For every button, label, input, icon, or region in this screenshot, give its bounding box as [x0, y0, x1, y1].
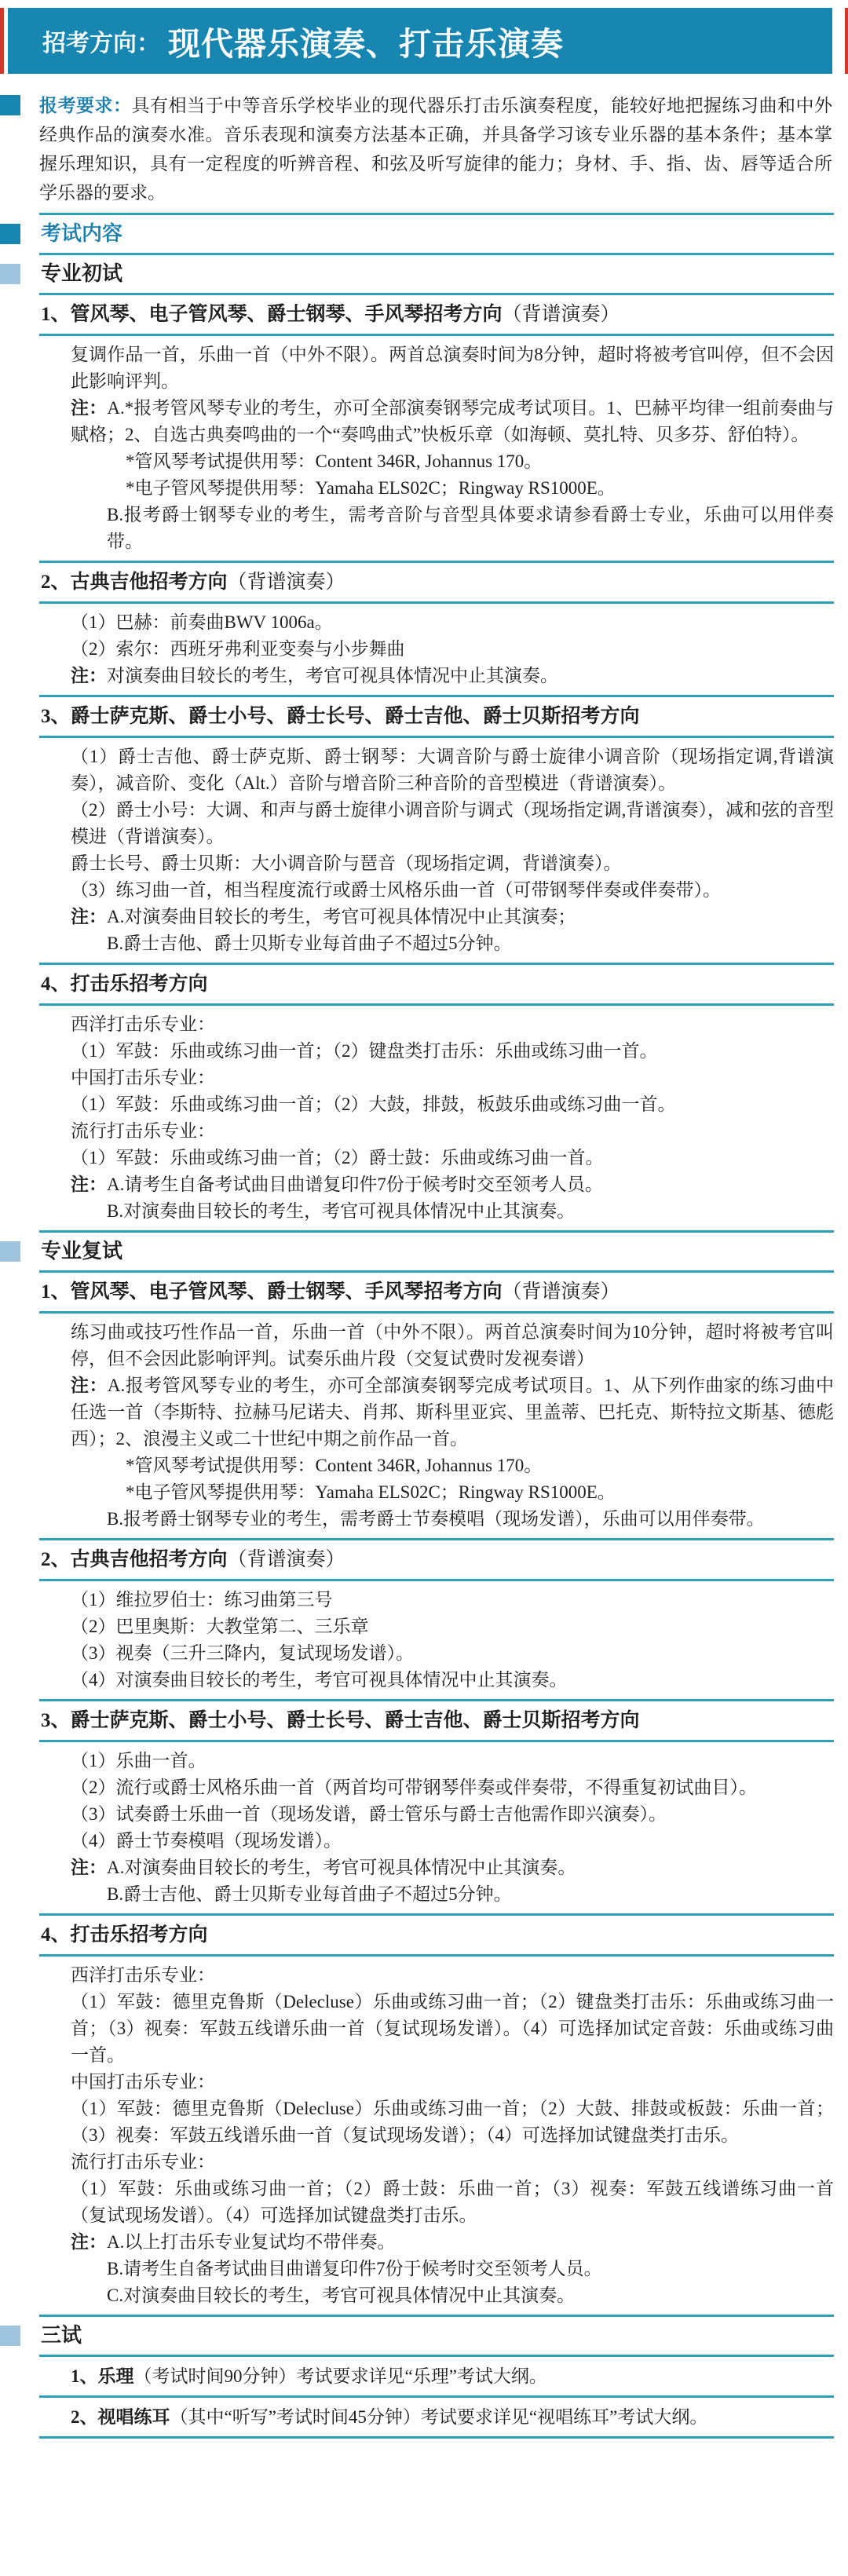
- line-bold-prefix: 2、视唱练耳: [71, 2407, 170, 2427]
- application-requirements: [0, 91, 848, 207]
- divider: [39, 1740, 834, 1742]
- exam-stages: [0, 261, 848, 2439]
- content-line: [0, 1452, 848, 1479]
- light-blue-square-marker: [0, 2326, 20, 2346]
- divider: [39, 695, 834, 697]
- line-text: 中国打击乐专业：: [71, 2072, 215, 2092]
- line-text: C.对演奏曲目较长的考生，考官可视具体情况中止其演奏。: [107, 2286, 576, 2305]
- content-line: [0, 395, 848, 448]
- blue-square-marker: [0, 95, 20, 115]
- page-title-bar: [8, 8, 832, 74]
- page-title: 现代器乐演奏、打击乐演奏: [168, 25, 564, 62]
- section-title: 1、管风琴、电子管风琴、爵士钢琴、手风琴招考方向: [41, 1281, 503, 1303]
- line-text: （3）视奏（三升三降内，复试现场发谱）。: [71, 1643, 414, 1663]
- section-title-suffix: （背谱演奏）: [227, 1549, 345, 1570]
- divider: [39, 963, 834, 965]
- divider: [39, 1913, 834, 1916]
- content-line: [0, 1613, 848, 1640]
- line-text: （考试时间90分钟）考试要求详见“乐理”考试大纲。: [133, 2366, 547, 2386]
- content-line: [0, 797, 848, 850]
- line-text: （1）军鼓：乐曲或练习曲一首；（2）爵士鼓：乐曲或练习曲一首。: [71, 1148, 604, 1167]
- content-line: [0, 1506, 848, 1533]
- line-bold-prefix: 注：: [71, 1858, 107, 1877]
- content-line: [0, 1989, 848, 2069]
- line-text: （4）对演奏曲目较长的考生，考官可视具体情况中止其演奏。: [71, 1670, 568, 1690]
- section-title: 4、打击乐招考方向: [41, 974, 208, 995]
- content-line: [0, 2176, 848, 2229]
- section-header: [0, 971, 848, 997]
- blue-square-marker: [0, 224, 20, 244]
- section-header: [0, 301, 848, 327]
- divider: [39, 561, 834, 563]
- section-header: [0, 1922, 848, 1948]
- content-line: [0, 1091, 848, 1118]
- line-text: *电子管风琴提供用琴：Yamaha ELS02C；Ringway RS1000E。: [126, 478, 616, 498]
- line-text: （3）试奏爵士乐曲一首（现场发谱，爵士管乐与爵士吉他需作即兴演奏）。: [71, 1804, 667, 1824]
- content-line: [0, 1774, 848, 1801]
- divider: [39, 2355, 834, 2357]
- divider: [39, 1003, 834, 1006]
- line-text: A.以上打击乐专业复试均不带伴奏。: [107, 2232, 396, 2252]
- exam-content-heading: 考试内容: [0, 221, 848, 247]
- divider: [39, 213, 834, 215]
- line-text: B.爵士吉他、爵士贝斯专业每首曲子不超过5分钟。: [107, 1884, 512, 1904]
- line-text: （2）流行或爵士风格乐曲一首（两首均可带钢琴伴奏或伴奏带，不得重复初试曲目）。: [71, 1778, 757, 1797]
- divider: [39, 334, 834, 336]
- line-bold-prefix: 注：: [71, 1175, 107, 1194]
- line-text: （2）爵士小号：大调、和声与爵士旋律小调音阶与调式（现场指定调,背谱演奏），减和弦的音型模进（背谱演奏）。: [71, 800, 834, 846]
- content-line: [0, 1801, 848, 1828]
- content-line: [0, 2149, 848, 2176]
- line-text: 中国打击乐专业：: [71, 1068, 215, 1087]
- divider: [39, 1954, 834, 1957]
- line-text: （1）军鼓：乐曲或练习曲一首；（2）爵士鼓：乐曲一首；（3）视奏：军鼓五线谱练习曲一首（复试现场发谱）。（4）可选择加试键盘类打击乐。: [71, 2179, 834, 2225]
- content-line: [0, 1065, 848, 1091]
- section-title: 2、古典吉他招考方向: [41, 572, 228, 593]
- line-text: 对演奏曲目较长的考生，考官可视具体情况中止其演奏。: [107, 666, 558, 685]
- divider: [39, 1270, 834, 1273]
- section-header: [0, 1279, 848, 1305]
- line-text: 西洋打击乐专业：: [71, 1965, 215, 1985]
- divider: [39, 293, 834, 295]
- content-line: [0, 2229, 848, 2256]
- section-title: 3、爵士萨克斯、爵士小号、爵士长号、爵士吉他、爵士贝斯招考方向: [41, 706, 640, 727]
- line-bold-prefix: 注：: [71, 907, 107, 926]
- content-line: [0, 1667, 848, 1694]
- content-line: [0, 475, 848, 502]
- line-text: B.请考生自备考试曲目曲谱复印件7份于候考时交至领考人员。: [107, 2259, 602, 2278]
- divider: [39, 1579, 834, 1581]
- content-line: [0, 930, 848, 957]
- line-text: （1）军鼓：乐曲或练习曲一首；（2）键盘类打击乐：乐曲或练习曲一首。: [71, 1041, 658, 1061]
- content-line: [0, 609, 848, 636]
- line-text: 爵士长号、爵士贝斯：大小调音阶与琶音（现场指定调，背谱演奏）。: [71, 853, 622, 873]
- divider: [39, 1699, 834, 1701]
- line-text: （1）维拉罗伯士：练习曲第三号: [71, 1590, 333, 1610]
- light-blue-square-marker: [0, 264, 20, 284]
- section-header: [0, 1547, 848, 1573]
- divider: [39, 2395, 834, 2398]
- content-line: [0, 1881, 848, 1908]
- line-bold-prefix: 注：: [71, 398, 108, 418]
- content-line: [0, 850, 848, 877]
- content-line: [0, 448, 848, 475]
- line-bold-prefix: 注：: [71, 1376, 108, 1395]
- line-text: （1）军鼓：乐曲或练习曲一首；（2）大鼓，排鼓，板鼓乐曲或练习曲一首。: [71, 1094, 676, 1114]
- section-header: [0, 703, 848, 729]
- content-line: [0, 877, 848, 904]
- content-line: [0, 1748, 848, 1774]
- content-line: [0, 2096, 848, 2149]
- content-line: [0, 744, 848, 797]
- content-line: [0, 1640, 848, 1667]
- red-edge-strip-left: [0, 8, 4, 74]
- section-title-suffix: （背谱演奏）: [502, 304, 620, 325]
- line-text: A.对演奏曲目较长的考生，考官可视具体情况中止其演奏。: [107, 1858, 576, 1877]
- stage-heading-label: 专业初试: [41, 262, 123, 285]
- divider: [39, 736, 834, 738]
- red-edge-strip-right: [845, 8, 848, 74]
- line-text: （2）巴里奥斯：大教堂第二、三乐章: [71, 1617, 369, 1636]
- content-line: [0, 1171, 848, 1198]
- line-text: （1）巴赫：前奏曲BWV 1006a。: [71, 612, 333, 632]
- section-title-suffix: （背谱演奏）: [502, 1281, 620, 1303]
- content-line: [0, 1145, 848, 1171]
- divider: [39, 1230, 834, 1233]
- line-text: （其中“听写”考试时间45分钟）考试要求详见“视唱练耳”考试大纲。: [170, 2407, 708, 2427]
- stage-heading: [0, 1238, 848, 1265]
- page-title-prefix: 招考方向：: [42, 31, 160, 57]
- content-line: [0, 1587, 848, 1613]
- content-line: [0, 2256, 848, 2282]
- content-line: [0, 2282, 848, 2309]
- line-text: A.对演奏曲目较长的考生，考官可视具体情况中止其演奏；: [107, 907, 576, 926]
- light-blue-square-marker: [0, 1241, 20, 1262]
- divider: [39, 601, 834, 604]
- content-line: [0, 1038, 848, 1065]
- line-text: *管风琴考试提供用琴：Content 346R, Johannus 170。: [126, 451, 543, 471]
- line-text: *电子管风琴提供用琴：Yamaha ELS02C；Ringway RS1000E。: [126, 1482, 616, 1502]
- content-line: [0, 1198, 848, 1225]
- line-bold-prefix: 注：: [71, 2232, 107, 2252]
- line-text: B.报考爵士钢琴专业的考生，需考爵士节奏模唱（现场发谱），乐曲可以用伴奏带。: [107, 1509, 765, 1529]
- content-line: [0, 1011, 848, 1038]
- line-text: B.报考爵士钢琴专业的考生，需考音阶与音型具体要求请参看爵士专业，乐曲可以用伴奏带。: [107, 505, 834, 551]
- line-text: （2）索尔：西班牙弗利亚变奏与小步舞曲: [71, 639, 405, 659]
- application-requirements-text: 报考要求：具有相当于中等音乐学校毕业的现代器乐打击乐演奏程度，能较好地把握练习曲和中外经典作品的演奏水准。音乐表现和演奏方法基本正确，并具备学习该专业乐器的基本条件；基本掌握乐理知识，具有一定程度的听辨音程、和弦及听写旋律的能力；身材、手、指、齿、唇等适合所学乐器的要求。: [39, 96, 832, 203]
- line-text: A.报考管风琴专业的考生，亦可全部演奏钢琴完成考试项目。1、从下列作曲家的练习曲中任选一首（李斯特、拉赫马尼诺夫、肖邦、斯科里亚宾、里盖蒂、巴托克、斯特拉文斯基、德彪西）；2、浪漫主义或二十世纪中期之前作品一首。: [71, 1376, 834, 1449]
- line-text: 复调作品一首，乐曲一首（中外不限）。两首总演奏时间为8分钟，超时将被考官叫停，但不会因此影响评判。: [71, 345, 834, 391]
- content-line: [0, 636, 848, 663]
- line-text: （4）爵士节奏模唱（现场发谱）。: [71, 1831, 342, 1851]
- line-text: B.对演奏曲目较长的考生，考官可视具体情况中止其演奏。: [107, 1201, 576, 1221]
- section-title-suffix: （背谱演奏）: [227, 572, 345, 593]
- divider: [39, 2436, 834, 2439]
- content-line: [0, 1854, 848, 1881]
- content-line: [0, 2362, 848, 2390]
- content-line: [0, 1962, 848, 1989]
- line-text: 练习曲或技巧性作品一首，乐曲一首（中外不限）。两首总演奏时间为10分钟，超时将被考官叫停，但不会因此影响评判。试奏乐曲片段（交复试费时发视奏谱）: [71, 1322, 834, 1368]
- line-text: （1）爵士吉他、爵士萨克斯、爵士钢琴：大调音阶与爵士旋律小调音阶（现场指定调,背谱演奏），减音阶、变化（Alt.）音阶与增音阶三种音阶的音型模进（背谱演奏）。: [71, 747, 834, 793]
- line-text: A.*报考管风琴专业的考生，亦可全部演奏钢琴完成考试项目。1、巴赫平均律一组前奏曲与赋格；2、自选古典奏鸣曲的一个“奏鸣曲式”快板乐章（如海顿、莫扎特、贝多芬、舒伯特）。: [71, 398, 834, 444]
- section-header: [0, 569, 848, 595]
- stage-heading-label: 三试: [41, 2324, 82, 2347]
- line-text: A.请考生自备考试曲目曲谱复印件7份于候考时交至领考人员。: [107, 1175, 603, 1194]
- section-title: 2、古典吉他招考方向: [41, 1549, 228, 1570]
- content-line: [0, 2403, 848, 2431]
- content-line: [0, 904, 848, 930]
- content-line: [0, 1319, 848, 1372]
- content-line: [0, 663, 848, 689]
- section-header: [0, 1708, 848, 1734]
- line-text: *管风琴考试提供用琴：Content 346R, Johannus 170。: [126, 1456, 543, 1475]
- content-line: [0, 502, 848, 555]
- stage-heading: [0, 261, 848, 287]
- section-title: 3、爵士萨克斯、爵士小号、爵士长号、爵士吉他、爵士贝斯招考方向: [41, 1710, 640, 1731]
- line-bold-prefix: 注：: [71, 666, 107, 685]
- line-text: 流行打击乐专业：: [71, 1121, 215, 1141]
- line-bold-prefix: 1、乐理: [71, 2366, 134, 2386]
- line-text: （1）军鼓：德里克鲁斯（Delecluse）乐曲或练习曲一首；（2）键盘类打击乐：乐曲或练习曲一首；（3）视奏：军鼓五线谱乐曲一首（复试现场发谱）。（4）可选择加试定音鼓：乐曲或练习曲一首。: [71, 1992, 834, 2065]
- line-text: （1）乐曲一首。: [71, 1751, 207, 1770]
- divider: [39, 1311, 834, 1314]
- line-text: （1）军鼓：德里克鲁斯（Delecluse）乐曲或练习曲一首；（2）大鼓、排鼓或板鼓：乐曲一首；（3）视奏：军鼓五线谱乐曲一首（复试现场发谱）；（4）可选择加试键盘类打击乐。: [71, 2099, 834, 2145]
- content-line: [0, 342, 848, 395]
- divider: [39, 2315, 834, 2317]
- divider: [39, 1538, 834, 1540]
- line-text: （3）练习曲一首，相当程度流行或爵士风格乐曲一首（可带钢琴伴奏或伴奏带）。: [71, 880, 721, 900]
- section-title: 4、打击乐招考方向: [41, 1924, 208, 1946]
- stage-heading-label: 专业复试: [41, 1240, 123, 1262]
- line-text: B.爵士吉他、爵士贝斯专业每首曲子不超过5分钟。: [107, 934, 512, 953]
- content-line: [0, 1479, 848, 1506]
- stage-heading: [0, 2322, 848, 2349]
- requirements-label: 报考要求：: [39, 96, 132, 115]
- line-text: 西洋打击乐专业：: [71, 1014, 215, 1034]
- divider: [39, 253, 834, 255]
- content-line: [0, 1828, 848, 1854]
- content-line: [0, 2069, 848, 2096]
- line-text: 流行打击乐专业：: [71, 2152, 215, 2172]
- content-line: [0, 1372, 848, 1452]
- section-title: 1、管风琴、电子管风琴、爵士钢琴、手风琴招考方向: [41, 304, 503, 325]
- content-line: [0, 1118, 848, 1145]
